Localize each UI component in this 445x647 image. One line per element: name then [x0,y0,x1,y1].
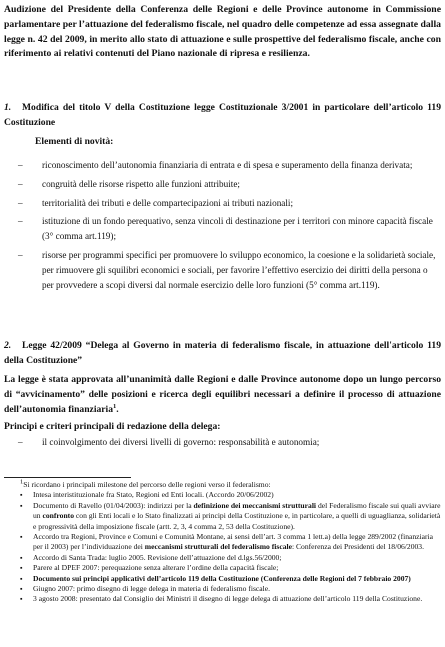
footnote-item-bold-text: definizione dei meccanismi strutturali [193,500,317,510]
footnote [4,480,444,605]
dash-bullet: – [18,197,23,208]
footnote-item [4,584,444,594]
intro-heading: Audizione del Presidente della Conferenza delle Regioni e delle Province autonome in Commissione parlamentare per l’attuazione del federalismo fiscale, nel quadro delle competenze ad essa assegnate dalla legge n. 42 del 2009, in merito allo stato di attuazione e sulle prospettive del federalismo fiscale, anche con riferimento ai relativi contenuti del Piano nazionale di ripresa e resilienza. [4,4,441,60]
novelty-item [18,214,438,244]
novelty-item [18,248,438,292]
footnote-item [4,490,444,500]
footnote-item [4,532,444,553]
section-1-title [4,101,441,131]
square-bullet-icon: ▪ [20,564,23,573]
section-1-list [18,158,438,292]
dash-bullet: – [18,249,23,260]
dash-bullet: – [18,216,23,227]
novelty-item-text: congruità delle risorse rispetto alle funzioni attribuite; [42,178,240,189]
section-2-paragraph-text: La legge è stata approvata all’unanimità dalle Regioni e dalle Province autonome dopo un lungo percorso di “avvicinamento” delle posizioni e ricerca degli equilibri necessari a definire il processo di attuazione dell’autonomia finanziaria [4,374,441,415]
novelty-item [18,196,438,211]
square-bullet-icon: ▪ [20,595,23,604]
footnote-item-text: Parere al DPEF 2007: perequazione senza alterare l’ordine della capacità fiscale; [33,563,279,573]
novelty-item-text: riconoscimento dell’autonomia finanziaria di entrata e di spesa e superamento della finanza derivata; [42,160,413,170]
footnote-item [4,553,444,563]
paragraph-period: . [116,403,119,415]
novelty-item-text: risorse per programmi specifici per promuovere lo sviluppo economico, la coesione e la solidarietà sociale, per rimuovere gli squilibri economici e sociali, per favorire l’effettivo esercizio dei diritti della persona o per provvedere a scopi diversi dal normale esercizio delle loro funzioni (5° comma art.119). [42,249,436,290]
square-bullet-icon: ▪ [20,533,23,542]
footnote-item [4,563,444,573]
footnote-item-text: Intesa interistituzionale fra Stato, Regioni ed Enti locali. (Accordo 20/06/2002) [33,490,274,500]
footnote-item-text: 3 agosto 2008: presentato dal Consiglio dei Ministri il disegno di legge delega di attuazione dell’articolo 119 della Costituzione. [33,594,423,604]
footnote-intro: Si ricordano i principali milestone del percorso delle regioni verso il federalismo: [23,480,271,489]
dash-bullet: – [18,178,23,189]
footnote-mark: 1 [20,478,24,486]
footnote-item-bold-text: confronto [42,511,74,521]
square-bullet-icon: ▪ [20,574,23,583]
section-2-title [4,339,441,369]
footnote-intro-line [4,480,444,490]
footnote-item-text: del Federalismo fiscale sui quali avviare un [33,500,441,521]
footnote-item [4,594,444,604]
principle-item [18,435,438,450]
footnote-item-text: Accordo di Santa Trada: luglio 2005. Revisione dell’attuazione del d.lgs.56/2000; [33,552,282,562]
footnote-item-text: : Conferenza dei Presidenti del 18/06/2003. [291,542,424,552]
section-2-paragraph [4,373,441,417]
novelty-item [18,177,438,192]
footnote-list [4,490,444,604]
square-bullet-icon: ▪ [20,553,23,562]
section-2-number: 2. [4,340,12,351]
footnote-item-text: Giugno 2007: primo disegno di legge delega in materia di federalismo fiscale. [33,584,271,594]
novelty-item-text: territorialità dei tributi e delle compartecipazioni ai tributi nazionali; [42,197,294,208]
section-1-title-text: Modifica del titolo V della Costituzione legge Costituzionale 3/2001 in particolare dell’articolo 119 Costituzione [4,102,441,128]
square-bullet-icon: ▪ [20,491,23,500]
dash-bullet: – [18,437,23,447]
section-1-subheading: Elementi di novità: [35,136,114,147]
square-bullet-icon: ▪ [20,585,23,594]
footnote-item-bold-text: Documento sui principi applicativi dell’articolo 119 della Costituzione (Conferenza delle Regioni del 7 febbraio 2007) [33,573,411,583]
section-1-number: 1. [4,102,12,113]
footnote-item-bold-text: meccanismi strutturali del federalismo fiscale [144,542,292,552]
section-2-title-text: Legge 42/2009 “Delega al Governo in materia di federalismo fiscale, in attuazione dell'articolo 119 della Costituzione” [4,340,441,366]
footnote-item-text: con gli Enti locali e lo Stato finalizzati ai principi della Costituzione e, in particolare, a quelli di uguaglianza, solidarietà e progressività della imposizione fiscale (artt. 2, 3, 4 comma 2, 53 della Costituzione). [33,511,441,531]
footnote-ref[interactable]: 1 [113,402,117,410]
dash-bullet: – [18,160,23,170]
footnote-item [4,574,444,584]
principles-heading: Principi e criteri principali di redazione della delega: [4,421,221,432]
novelty-item [18,158,438,173]
footnote-item-text: Documento di Ravello (01/04/2003): indirizzi per la [33,500,194,510]
principles-list [18,435,438,450]
footnote-item [4,501,444,532]
footnote-item-text: Accordo tra Regioni, Province e Comuni e Comunità Montane, ai sensi dell’art. 3 comma 1 lett.a) della legge 289/2002 (finanziaria per il 2003) per l’individuazione dei [33,532,434,552]
square-bullet-icon: ▪ [20,501,23,510]
principle-item-text: il coinvolgimento dei diversi livelli di governo: responsabilità e autonomia; [42,437,320,447]
novelty-item-text: istituzione di un fondo perequativo, senza vincoli di destinazione per i territori con minore capacità fiscale (3° comma art.119); [42,216,433,242]
